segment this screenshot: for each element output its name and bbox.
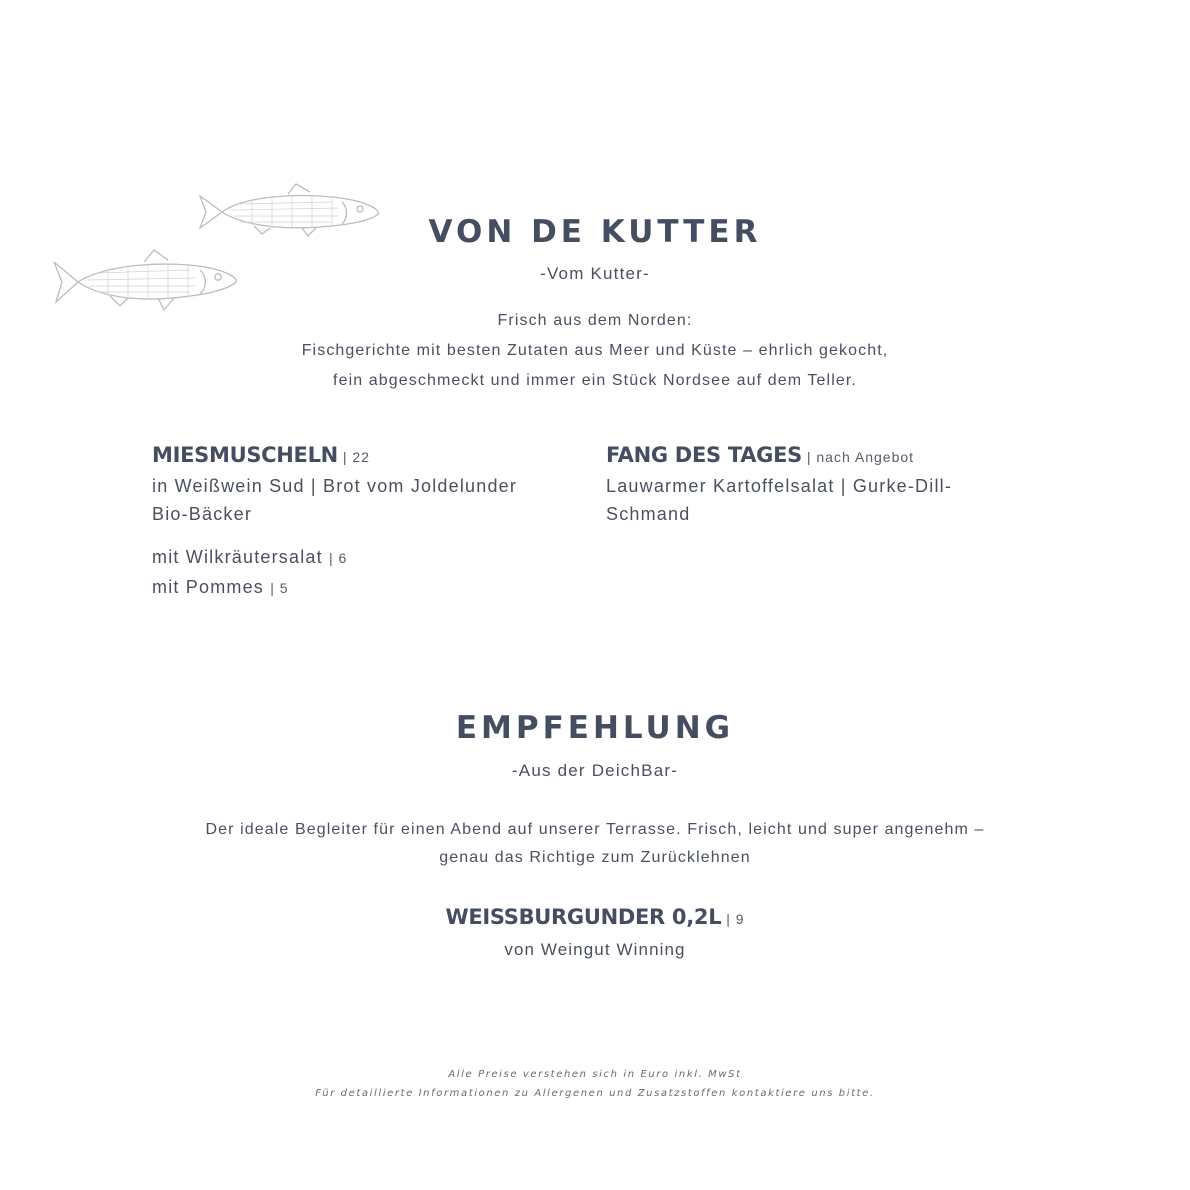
section-subtitle-vom-kutter: -Vom Kutter-: [540, 264, 650, 283]
item-price: | nach Angebot: [801, 449, 915, 465]
intro-line: Frisch aus dem Norden:: [497, 312, 693, 329]
description-line: Bio-Bäcker: [152, 504, 253, 524]
menu-item-miesmuscheln: [152, 440, 572, 603]
item-price: | 9: [721, 911, 745, 927]
intro-line: genau das Richtige zum Zurücklehnen: [439, 849, 751, 866]
menu-item-weissburgunder: [0, 902, 1190, 964]
section-intro: [0, 816, 1190, 872]
description-line: Schmand: [606, 504, 691, 524]
description-line: in Weißwein Sud | Brot vom Joldelunder: [152, 476, 518, 496]
option-price: | 6: [329, 550, 348, 566]
item-name: FANG DES TAGES: [606, 443, 802, 467]
option-line: [152, 543, 572, 573]
description-line: Lauwarmer Kartoffelsalat | Gurke-Dill-: [606, 476, 953, 496]
footer-note: [0, 1065, 1190, 1103]
option-line: [152, 573, 572, 603]
footer-line-allergens: Für detaillierte Informationen zu Allergenen und Zusatzstoffen kontaktiere uns bitte.: [315, 1088, 875, 1099]
option-name: mit Pommes: [152, 577, 271, 597]
item-options: [152, 543, 572, 603]
section-title-empfehlung: EMPFEHLUNG: [455, 710, 735, 746]
section-title-von-de-kutter: VON DE KUTTER: [428, 214, 762, 250]
option-name: mit Wilkräutersalat: [152, 547, 330, 567]
item-description: [152, 472, 572, 528]
footer-line-prices: Alle Preise verstehen sich in Euro inkl. MwSt: [448, 1069, 742, 1080]
section-intro: [0, 306, 1190, 396]
option-price: | 5: [270, 580, 289, 596]
item-name: WEISSBURGUNDER 0,2L: [445, 905, 722, 929]
item-description: von Weingut Winning: [504, 940, 686, 959]
intro-line: fein abgeschmeckt und immer ein Stück Nordsee auf dem Teller.: [333, 372, 857, 389]
section-subtitle-deichbar: -Aus der DeichBar-: [511, 761, 679, 780]
item-price: | 22: [337, 449, 370, 465]
intro-line: Der ideale Begleiter für einen Abend auf unserer Terrasse. Frisch, leicht und super angenehm –: [205, 821, 985, 838]
intro-line: Fischgerichte mit besten Zutaten aus Meer und Küste – ehrlich gekocht,: [301, 342, 889, 359]
item-description: [606, 472, 1026, 528]
item-name: MIESMUSCHELN: [152, 443, 338, 467]
menu-item-fang-des-tages: [606, 440, 1026, 528]
